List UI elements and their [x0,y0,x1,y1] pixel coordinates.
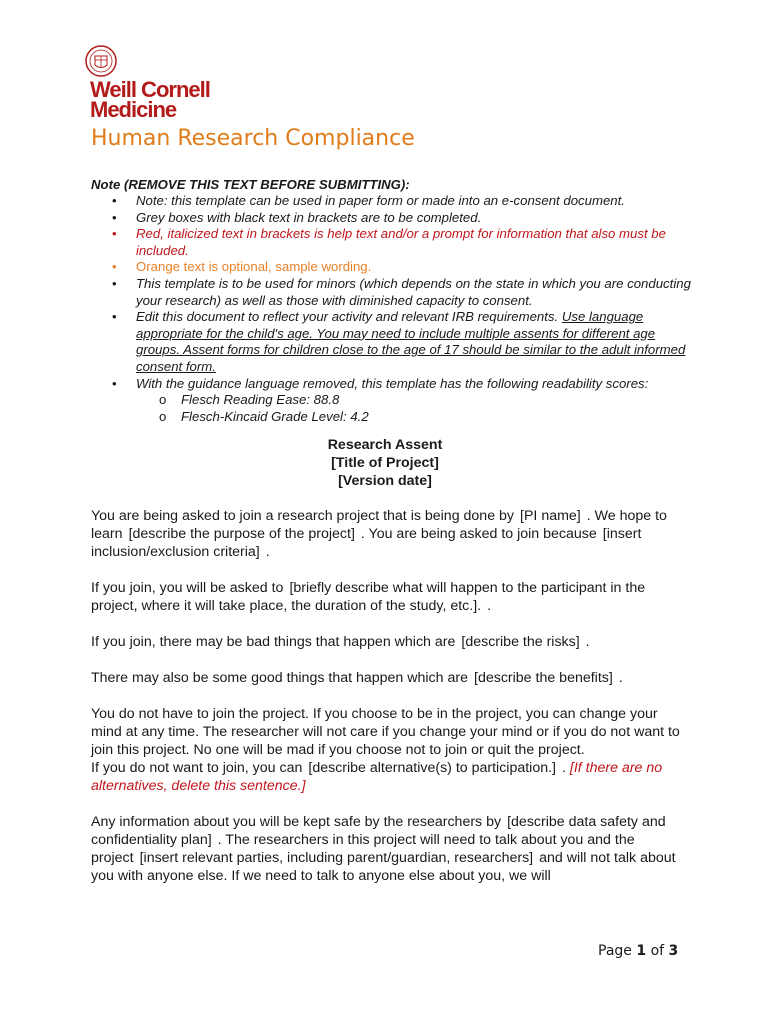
paragraph-alternatives: If you do not want to join, you can [describe alternative(s) to participation.] . [If there are no alternatives, delete this sentence.] [91,760,663,794]
paragraph-voluntary: You do not have to join the project. If you choose to be in the project, you can change your mind at any time. The researcher will not care if you change your mind or if you do not want to join this project. No one will be mad if you choose not to join or quit the project. [91,706,680,758]
alternatives-field: [describe alternative(s) to participation.] [308,760,556,776]
list-item: • Orange text is optional, sample wording. [91,259,691,276]
relevant-parties-field: [insert relevant parties, including parent/guardian, researchers] [139,850,534,866]
readability-scores [136,392,691,425]
alternatives-help-text: [If there are no alternatives, delete this sentence.] [91,760,663,794]
list-item: • This template is to be used for minors (which depends on the state in which you are conducting your research) as well as those with diminished capacity to consent. [91,276,691,309]
list-item: • Red, italicized text in brackets is help text and/or a prompt for information that also must be included. [91,226,691,259]
list-item: o Flesch Reading Ease: 88.8 [136,392,691,409]
purpose-field: [describe the purpose of the project] [128,526,355,542]
document-title: Research Assent [327,437,443,453]
note-title: Note (REMOVE THIS TEXT BEFORE SUBMITTING): [91,177,410,192]
assent-title-block [91,436,679,490]
data-safety-field: [describe data safety and confidentiality plan] [91,814,666,848]
paragraph-intro: You are being asked to join a research project that is being done by [PI name] . We hope to learn [describe the purpose of the project] . You are being asked to join because [insert inclusion/exclusion criteria] . [91,508,667,560]
paragraph-confidentiality: Any information about you will be kept safe by the researchers by [describe data safety and confidentiality plan] . The researchers in this project will need to talk about you and the project [insert relevant parties, including parent/guardian, researchers] and will not talk about you with anyone else. If we need to talk to anyone else about you, we will [91,814,676,884]
paragraph-risks: If you join, there may be bad things that happen which are [describe the risks] . [91,634,590,650]
list-item: • Grey boxes with black text in brackets are to be completed. [91,210,691,227]
version-date-field: [Version date] [338,473,432,489]
list-item: • Note: this template can be used in paper form or made into an e-consent document. [91,193,691,210]
list-item: o Flesch-Kincaid Grade Level: 4.2 [136,409,691,426]
note-bullets [91,193,691,425]
risks-field: [describe the risks] [461,634,580,650]
project-title-field: [Title of Project] [331,455,439,471]
age-guidance-text: Use language appropriate for the child's age. You may need to include multiple assents for different age groups. Assent forms for children close to the age of 17 should be similar to the adult informed consent form. [136,309,686,374]
instructions-note [91,177,691,425]
criteria-field: [insert inclusion/exclusion criteria] [91,526,642,560]
list-item: • With the guidance language removed, this template has the following readability scores: o Flesch Reading Ease: 88.8 o Flesch-Kincaid Grade Level: 4.2 [91,376,691,426]
page-number: Page 1 of 3 [598,943,679,959]
department-title: Human Research Compliance [91,126,415,151]
benefits-field: [describe the benefits] [474,670,613,686]
pi-name-field: [PI name] [520,508,581,524]
logo-wordmark: Weill Cornell Medicine [90,77,210,122]
list-item: • Edit this document to reflect your activity and relevant IRB requirements. Use language appropriate for the child's age. You may need to include multiple assents for different age groups. Assent forms for children close to the age of 17 should be similar to the adult informed consent form. [91,309,691,375]
assent-body [91,507,686,903]
paragraph-procedures: If you join, you will be asked to [briefly describe what will happen to the participant in the project, where it will take place, the duration of the study, etc.]. . [91,580,646,614]
wcm-logo [84,44,234,124]
procedures-field: [briefly describe what will happen to the participant in the project, where it will take place, the duration of the study, etc.]. [91,580,646,614]
paragraph-benefits: There may also be some good things that happen which are [describe the benefits] . [91,670,623,686]
